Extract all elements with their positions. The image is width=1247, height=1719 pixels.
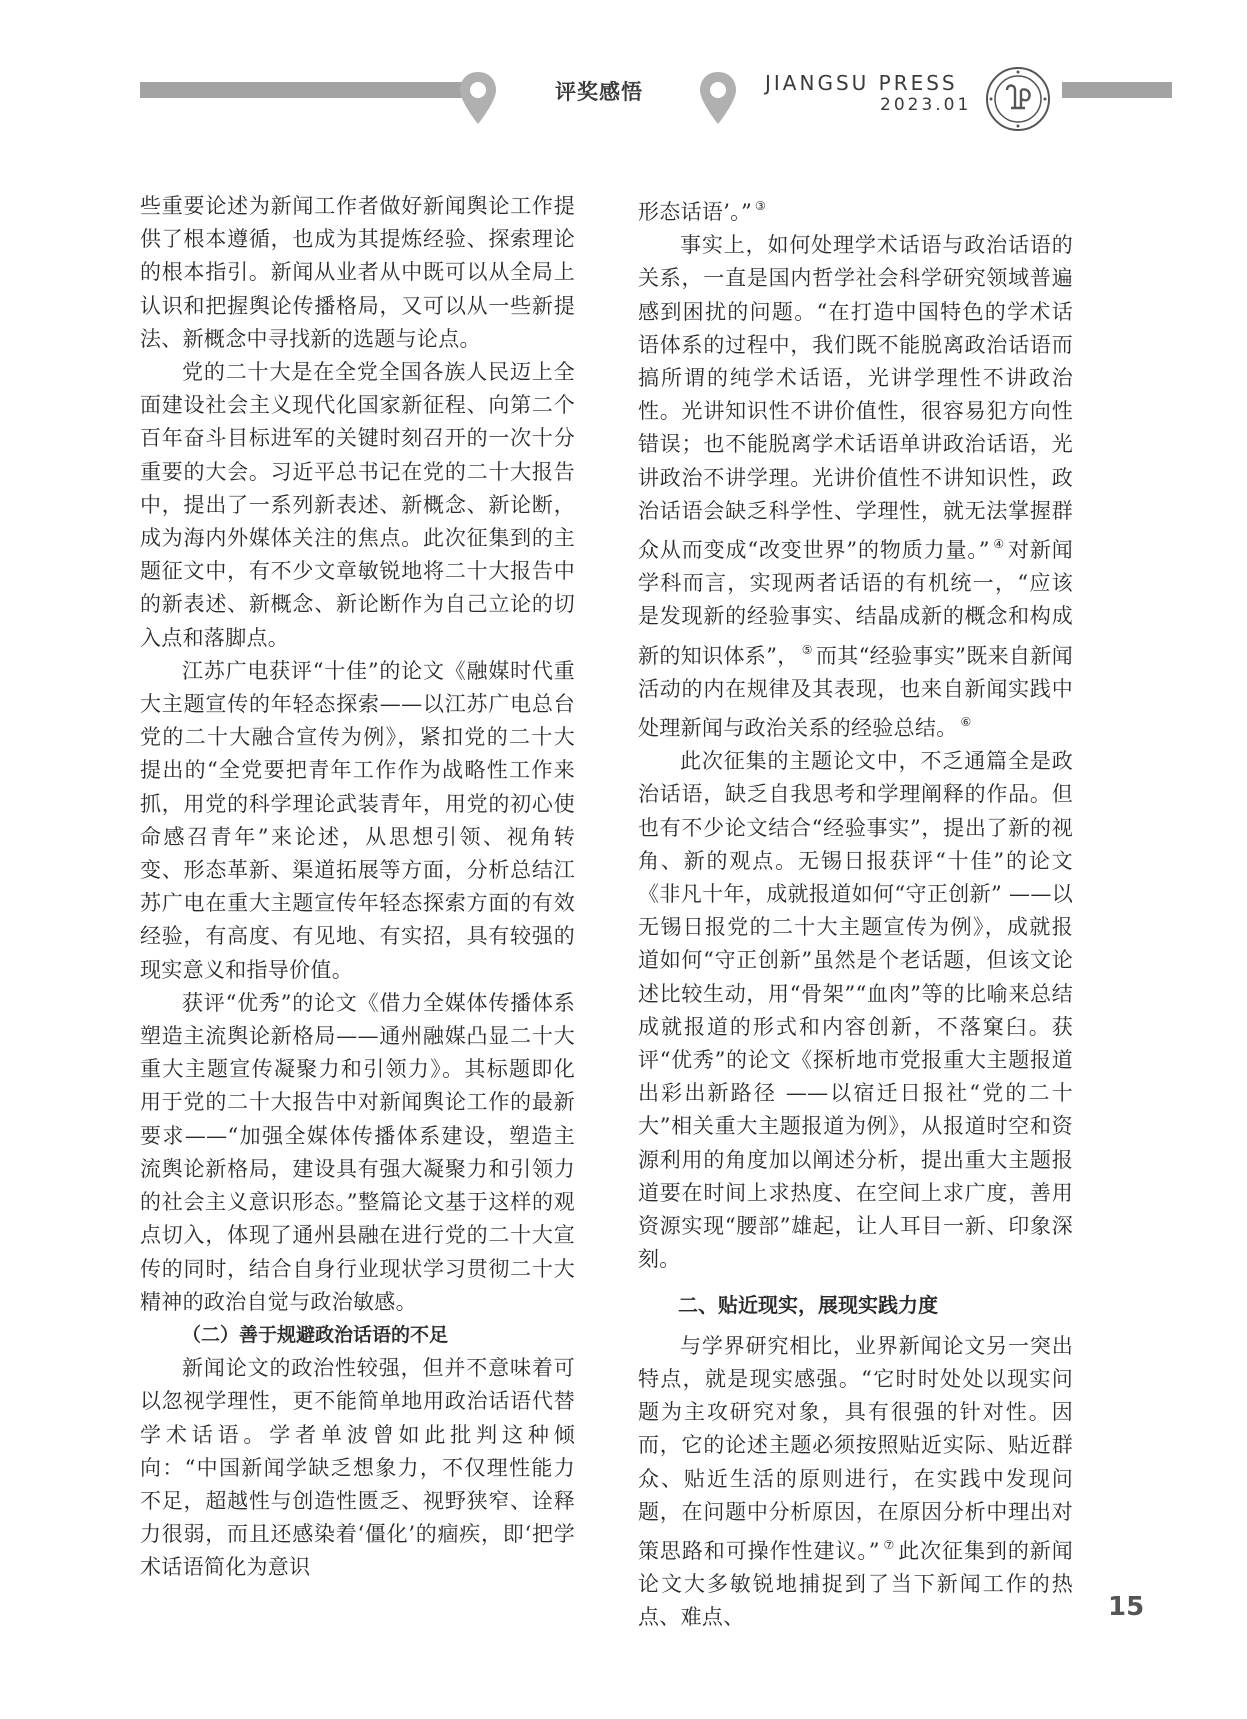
- paragraph: 江苏广电获评“十佳”的论文《融媒时代重大主题宣传的年轻态探索——以江苏广电总台党的二十大融合宣传为例》，紧扣党的二十大提出的“全党要把青年工作作为战略性工作来抓，用党的科学理论武装青年，用党的初心使命感召青年”来论述，从思想引领、视角转变、形态革新、渠道拓展等方面，分析总结江苏广电在重大主题宣传年轻态探索方面的有效经验，有高度、有见地、有实招，具有较强的现实意义和指导价值。: [140, 658, 575, 982]
- footnote-marker: ⑥: [960, 715, 972, 730]
- paragraph-text: 形态话语’。”: [638, 200, 753, 224]
- journal-brand: JIANGSU PRESS: [765, 71, 958, 95]
- journal-issue: 2023.01: [880, 95, 972, 115]
- left-column: [140, 190, 575, 1585]
- footnote-marker: ④: [992, 537, 1005, 552]
- section-title: 评奖感悟: [555, 80, 643, 104]
- press-seal-icon: [985, 66, 1051, 132]
- page-number: 15: [1108, 1592, 1145, 1622]
- header-bar-right: [1062, 82, 1172, 98]
- paragraph: 此次征集的主题论文中，不乏通篇全是政治话语，缺乏自我思考和学理阐释的作品。但也有不少论文结合“经验事实”，提出了新的视角、新的观点。无锡日报获评“十佳”的论文《非凡十年，成就报道如何“守正创新” ——以无锡日报党的二十大主题宣传为例》，成就报道如何“守正创新”虽然是个老话题，但该文论述比较生动，用“骨架”“血肉”等的比喻来总结成就报道的形式和内容创新，不落窠臼。获评“优秀”的论文《探析地市党报重大主题报道出彩出新路径 ——以宿迁日报社“党的二十大”相关重大主题报道为例》，从报道时空和资源利用的角度加以阐述分析，提出重大主题报道要在时间上求热度、在空间上求广度，善用资源实现“腰部”雄起，让人耳目一新、印象深刻。: [638, 749, 1073, 1272]
- paragraph: 党的二十大是在全党全国各族人民迈上全面建设社会主义现代化国家新征程、向第二个百年奋斗目标进军的关键时刻召开的一次十分重要的大会。习近平总书记在党的二十大报告中，提出了一系列新表述、新概念、新论断，成为海内外媒体关注的焦点。此次征集到的主题征文中，有不少文章敏锐地将二十大报告中的新表述、新概念、新论断作为自己立论的切入点和落脚点。: [140, 360, 575, 650]
- paragraph-text: 与学界研究相比，业界新闻论文另一突出特点，就是现实感强。“它时时处处以现实问题为主攻研究对象，具有很强的针对性。因而，它的论述主题必须按照贴近实际、贴近群众、贴近生活的原则进行，在实践中发现问题，在问题中分析原因，在原因分析中理出对策思路和可操作性建议。”: [638, 1333, 1073, 1563]
- location-pin-icon: [698, 70, 738, 126]
- paragraph-text: 对新闻学科而言，实现两者话语的有机统一，“应该是发现新的经验事实、结晶成新的概念和构成新的知识体系”，: [638, 538, 1074, 668]
- paragraph: 获评“优秀”的论文《借力全媒体传播体系 塑造主流舆论新格局——通州融媒凸显二十大重大主题宣传凝聚力和引领力》。其标题即化用于党的二十大报告中对新闻舆论工作的最新要求——“加强全媒体传播体系建设，塑造主流舆论新格局，建设具有强大凝聚力和引领力的社会主义意识形态。”整篇论文基于这样的观点切入，体现了通州县融在进行党的二十大宣传的同时，结合自身行业现状学习贯彻二十大精神的政治自觉与政治敏感。: [140, 990, 575, 1314]
- paragraph: 些重要论述为新闻工作者做好新闻舆论工作提供了根本遵循，也成为其提炼经验、探索理论的根本指引。新闻从业者从中既可以从全局上认识和把握舆论传播格局，又可以从一些新提法、新概念中寻找新的选题与论点。: [140, 194, 575, 351]
- location-pin-icon: [458, 70, 498, 126]
- footnote-marker: ⑤: [801, 642, 813, 657]
- footnote-marker: ③: [755, 199, 767, 213]
- header-bar-left: [140, 82, 478, 98]
- paragraph: [638, 190, 1073, 229]
- paragraph-text: 事实上，如何处理学术话语与政治话语的关系，一直是国内哲学社会科学研究领域普遍感到困扰的问题。“在打造中国特色的学术话语体系的过程中，我们既不能脱离政治话语而搞所谓的纯学术话语，光讲学理性不讲政治性。光讲知识性不讲价值性，很容易犯方向性错误；也不能脱离学术话语单讲政治话语，光讲政治不讲学理。光讲价值性不讲知识性，政治话语会缺乏科学性、学理性，就无法掌握群众从而变成“改变世界”的物质力量。”: [638, 233, 1073, 563]
- right-column: [638, 190, 1073, 1635]
- paragraph: [638, 1330, 1073, 1635]
- paragraph: 新闻论文的政治性较强，但并不意味着可以忽视学理性，更不能简单地用政治话语代替学术话语。学者单波曾如此批判这种倾向：“中国新闻学缺乏想象力，不仅理性能力不足，超越性与创造性匮乏、视野狭窄、诠释力很弱，而且还感染着‘僵化’的痼疾，即‘把学术话语简化为意识: [140, 1356, 575, 1580]
- section-heading: 二、贴近现实，展现实践力度: [678, 1292, 938, 1317]
- subsection-heading: （二）善于规避政治话语的不足: [182, 1323, 449, 1346]
- footnote-marker: ⑦: [882, 1537, 896, 1552]
- paragraph-text: 此次征集到的新闻论文大多敏锐地捕捉到了当下新闻工作的热点、难点、: [638, 1538, 1073, 1630]
- paragraph: [638, 229, 1073, 745]
- paragraph-text: 而其“经验事实”既来自新闻活动的内在规律及其表现，也来自新闻实践中处理新闻与政治关系的经验总结。: [638, 643, 1074, 741]
